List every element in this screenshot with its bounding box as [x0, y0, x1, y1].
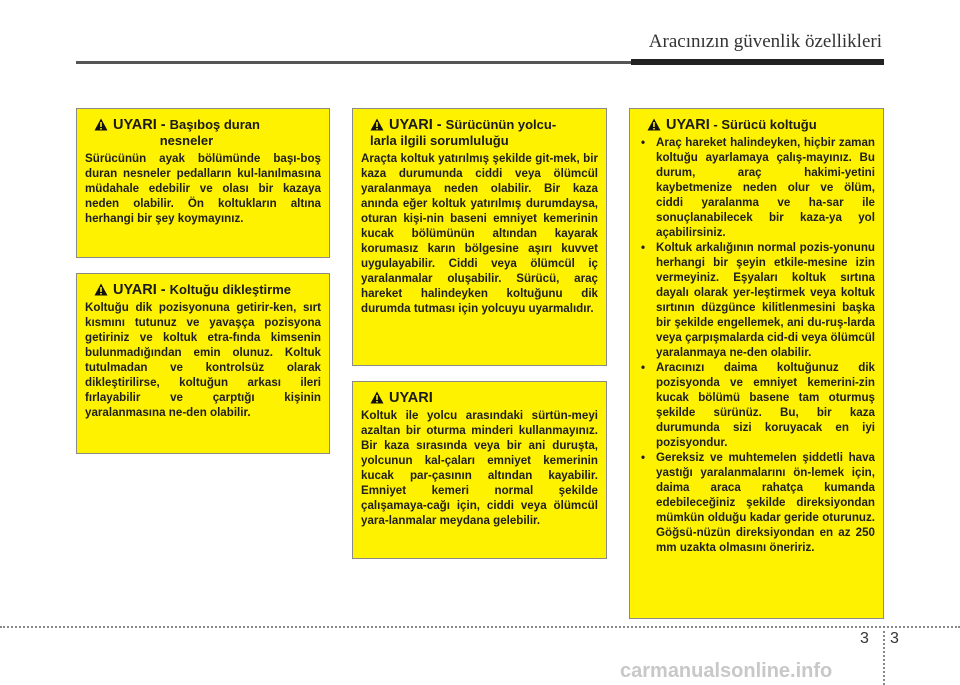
footer-rule: [0, 626, 960, 628]
warning-text: Koltuk ile yolcu arasındaki sürtün-meyi azaltan bir oturma minderi kullanmayınız. Bir kaza sırasında veya bir ani duruşta, yolcunun kal-çaları emniyet kemerinin kucak par-çasının altından kayabilir. Emniyet kemeri normal şekilde çalışamaya-cağı için, ciddi veya ölümcül yara-lanmalar meydana gelebilir.: [361, 409, 598, 527]
warning-subject-line2: larla ilgili sorumluluğu: [370, 133, 509, 148]
warning-icon: [370, 118, 384, 131]
warning-label: UYARI: [389, 390, 433, 406]
warning-box-seat-upright: [76, 273, 330, 454]
warning-subject: Koltuğu dikleştirme: [169, 282, 292, 297]
warning-heading: [361, 390, 598, 406]
list-item: • Gereksiz ve muhtemelen şiddetli hava yastığı yaralanmalarını ön-lemek için, daima araca rahatça kumanda edebileceğiniz şekilde direksiyondan mümkün olduğu kadar geride oturunuz. Göğsü-nüzün direksiyondan en az 250 mm uzakta olmasını öneririz.: [638, 450, 875, 555]
warning-icon: [94, 283, 108, 296]
page-number: 3: [890, 630, 899, 647]
list-item: • Aracınızı daima koltuğunuz dik pozisyonda ve emniyet kemerini-zin kucak bölümü basene tam oturmuş şekilde sürünüz. Bu, bir kaza durumunda sizi koruyacak en iyi pozisyondur.: [638, 360, 875, 450]
watermark: carmanualsonline.info: [620, 660, 833, 682]
warning-label: UYARI -: [113, 282, 170, 298]
warning-subject: Başıboş duran: [169, 117, 260, 132]
warning-box-driver-seat: [629, 108, 884, 619]
warning-subject: - Sürücü koltuğu: [709, 117, 817, 132]
warning-text: Koltuğu dik pozisyonuna getirir-ken, sırt kısmını tutunuz ve yavaşça pozisyona getiriniz ve koltuk etra-fında kimsenin bulunmadığından emin olunuz. Koltuk tutulmadan ve kontrolsüz olarak dikleştirilirse, koltuğun arkası ileri fırlayabilir ve çarptığı kişinin yaralanmasına ne-den olabilir.: [85, 301, 321, 419]
page-section-number: 3: [860, 630, 869, 647]
footer-divider: [883, 626, 885, 685]
page-header-title: Aracınızın güvenlik özellikleri: [648, 31, 882, 52]
warning-text: Sürücünün ayak bölümünde başı-boş duran nesneler pedalların kul-lanılmasına müdahale edebilir ve olası bir kazaya neden olabilir. Ön koltukların altına herhangi bir şey koymayınız.: [85, 152, 321, 225]
header-rule: [76, 61, 631, 64]
warning-box-seat-cushion: [352, 381, 607, 559]
warning-heading: [638, 117, 875, 133]
warning-box-driver-responsibility: [352, 108, 607, 366]
warning-text: Araçta koltuk yatırılmış şekilde git-mek, bir kaza durumunda ciddi veya ölümcül yaralanmaya neden olabilir. Bir kaza anında eğer koltuk yatırılmış durumdaysa, oturan kişi-nin baseni emniyet kemerinin kucak bölümünün altından kayarak korumasız karın bölgesine aşırı kuvvet uygulayabilir. Ciddi veya ölümcül iç yaralanmalar oluşabilir. Sürücü, araç hareket halindeyken koltuğunu dik durumda tutması için yolcuyu uyarmalıdır.: [361, 152, 598, 315]
warning-heading: [85, 117, 321, 149]
warning-label: UYARI -: [389, 117, 446, 133]
warning-label: UYARI: [666, 117, 710, 133]
warning-box-loose-objects: [76, 108, 330, 258]
warning-icon: [370, 391, 384, 404]
warning-subject: Sürücünün yolcu-: [445, 117, 557, 132]
warning-list: [638, 135, 875, 555]
warning-heading: [361, 117, 598, 149]
list-item: • Araç hareket halindeyken, hiçbir zaman koltuğu ayarlamaya çalış-mayınız. Bu durum, araç hakimi-yetini kaybetmenize neden olur ve ölüm, ciddi yaralanma ve ha-sar ile sonuçlanabilecek bir kaza-ya yol açabilirsiniz.: [638, 135, 875, 240]
warning-subject-line2: nesneler: [159, 133, 214, 148]
warning-icon: [94, 118, 108, 131]
warning-icon: [647, 118, 661, 131]
header-bar: [631, 59, 884, 65]
list-item: • Koltuk arkalığının normal pozis-yonunu herhangi bir şeyin etkile-mesine izin vermeyiniz. Eşyaları koltuk sırtına dayalı olarak yer-leştirmek veya koltuk sırtının düzgünce kilitlenmesini başka bir şekilde engellemek, ani du-ruş-larda veya çarpışmalarda cid-di veya ölümcül yaralanmaya ne-den olabilir.: [638, 240, 875, 360]
warning-heading: [85, 282, 321, 298]
warning-label: UYARI -: [113, 117, 170, 133]
